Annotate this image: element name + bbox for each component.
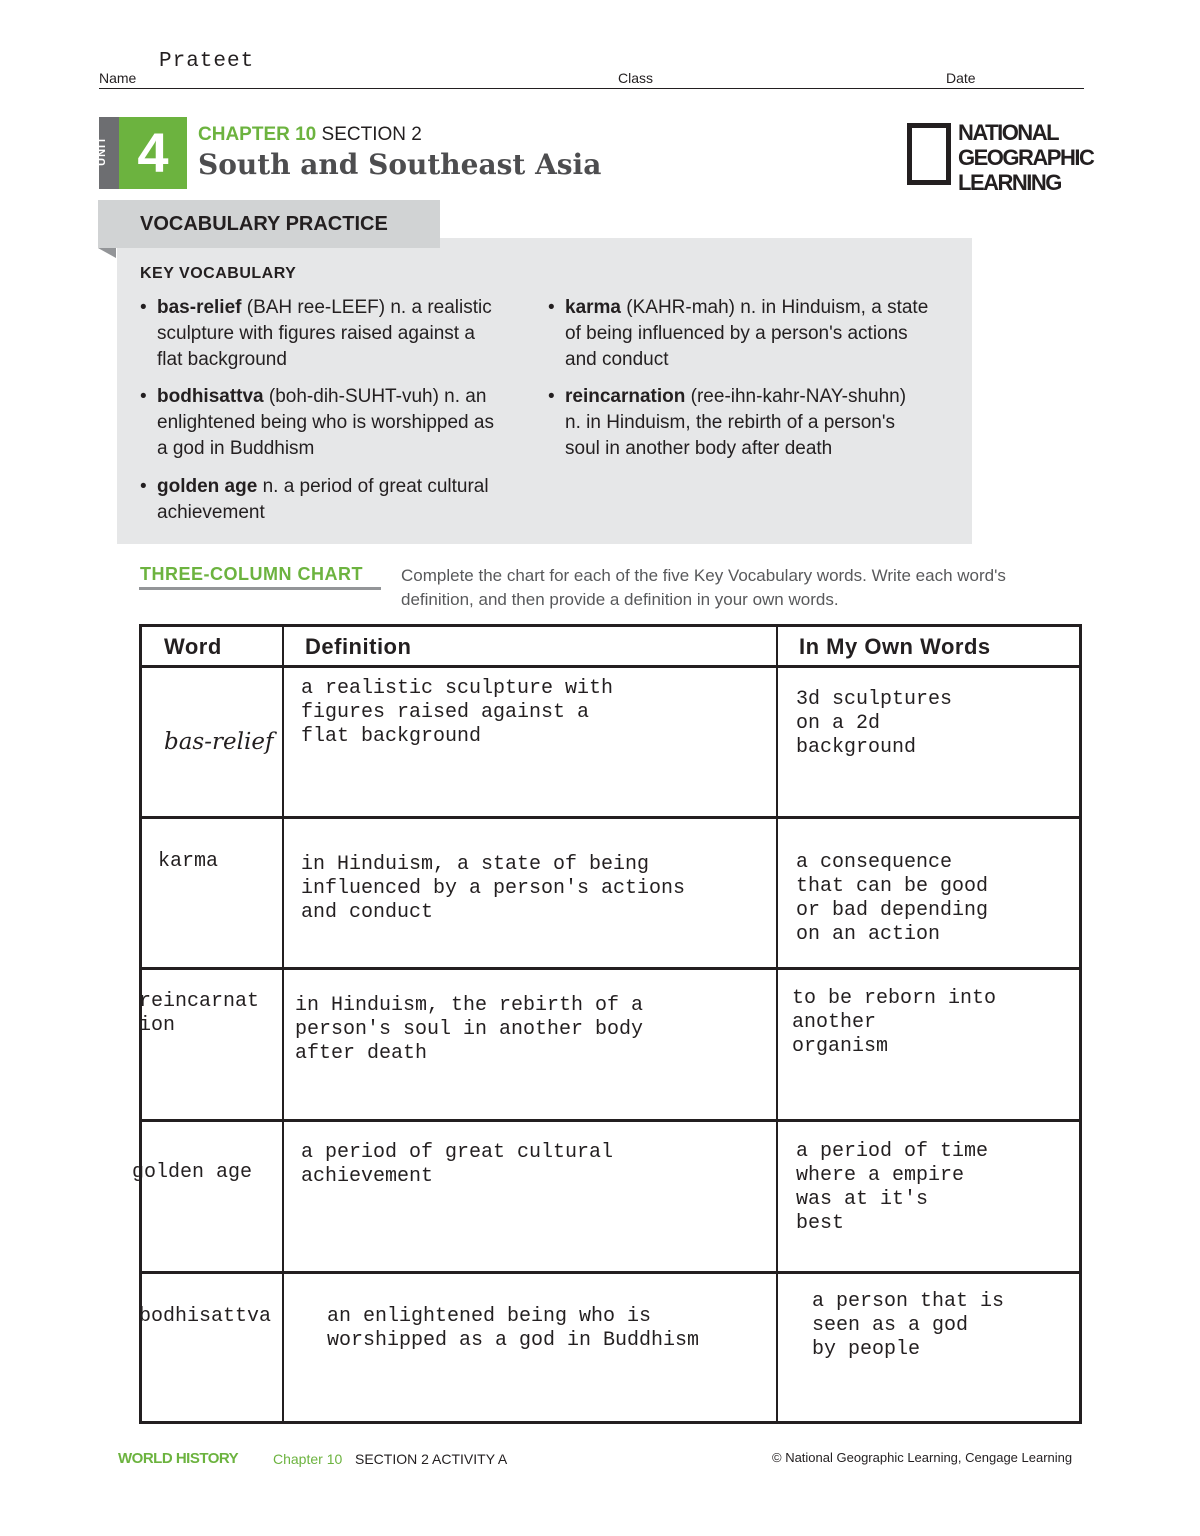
unit-number: 4: [119, 117, 187, 189]
tab-fold-shape: [98, 248, 116, 258]
vocab-term: karma: [565, 297, 621, 318]
vocab-def: (ree-ihn-kahr-NAY-shuhn): [685, 386, 907, 407]
vocab-term: golden age: [157, 476, 258, 497]
column-header-definition: Definition: [305, 634, 412, 659]
ng-logo-frame-icon: [907, 123, 951, 185]
ng-logo-text: [958, 120, 1093, 195]
word-cell[interactable]: bodhisattva: [139, 1305, 272, 1328]
word-cell[interactable]: reincarnat ion: [139, 990, 260, 1037]
vocab-def: (KAHR-mah) n. in Hinduism, a state: [621, 297, 929, 318]
column-header-own-words: In My Own Words: [799, 634, 991, 659]
vocab-term: bodhisattva: [157, 386, 264, 407]
row-divider-3: [142, 1119, 1079, 1122]
three-column-table: [132, 624, 1082, 1424]
row-divider-2: [142, 967, 1079, 970]
logo-line-2: GEOGRAPHIC: [958, 145, 1094, 170]
class-label: Class: [618, 70, 654, 86]
chapter-label: CHAPTER 10: [198, 124, 317, 145]
vocab-item-karma: [548, 295, 960, 373]
vocab-def-cont: of being influenced by a person's actions and conduct: [565, 323, 908, 370]
three-column-chart-label: THREE-COLUMN CHART: [140, 564, 363, 584]
word-cell[interactable]: karma: [158, 850, 219, 873]
definition-cell[interactable]: a realistic sculpture with figures raised against a flat background: [301, 677, 614, 748]
definition-cell[interactable]: in Hinduism, the rebirth of a person's soul in another body after death: [295, 994, 644, 1065]
word-cell[interactable]: golden age: [132, 1161, 253, 1184]
own-words-cell[interactable]: to be reborn into another organism: [792, 987, 997, 1058]
vocab-def-cont: sculpture with figures raised against a flat background: [157, 323, 475, 370]
footer-copyright: © National Geographic Learning, Cengage Learning: [772, 1450, 1073, 1465]
vocab-term: reincarnation: [565, 386, 686, 407]
vocab-def: (boh-dih-SUHT-vuh) n. an: [263, 386, 487, 407]
definition-cell[interactable]: a period of great cultural achievement: [301, 1141, 614, 1188]
vocab-term: bas-relief: [157, 297, 242, 318]
bullet-icon: •: [140, 297, 147, 318]
unit-strip: [95, 117, 119, 189]
bullet-icon: •: [140, 476, 147, 497]
vocab-def-cont: n. in Hinduism, the rebirth of a person's soul in another body after death: [565, 412, 895, 459]
word-cell[interactable]: bas-relief: [164, 729, 274, 755]
logo-line-1: NATIONAL: [958, 120, 1059, 145]
header-divider: [142, 665, 1079, 668]
chapter-line: [198, 124, 422, 146]
name-label: Name: [99, 70, 137, 86]
vocab-item-golden-age: [140, 474, 527, 526]
footer-chapter: Chapter 10: [273, 1451, 343, 1467]
vocabulary-practice-tab: [98, 200, 440, 248]
logo-line-3: LEARNING: [958, 170, 1061, 195]
own-words-cell[interactable]: a consequence that can be good or bad depending on an action: [796, 851, 989, 946]
bullet-icon: •: [548, 297, 555, 318]
own-words-cell[interactable]: a person that is seen as a god by people: [812, 1290, 1005, 1361]
vocab-def-cont: enlightened being who is worshipped as a god in Buddhism: [157, 412, 494, 459]
vocab-def: n. a period of great cultural: [257, 476, 489, 497]
own-words-cell[interactable]: 3d sculptures on a 2d background: [796, 688, 953, 759]
bullet-icon: •: [140, 386, 147, 407]
footer-section: SECTION 2 ACTIVITY A: [355, 1451, 508, 1467]
column-header-word: Word: [164, 634, 222, 659]
row-divider-4: [142, 1271, 1079, 1274]
col-divider-1: [282, 627, 284, 1421]
vocab-def: (BAH ree-LEEF) n. a realistic: [241, 297, 492, 318]
bullet-icon: •: [548, 386, 555, 407]
definition-cell[interactable]: in Hinduism, a state of being influenced by a person's actions and conduct: [301, 853, 686, 924]
section-title: South and Southeast Asia: [198, 148, 602, 181]
own-words-cell[interactable]: a period of time where a empire was at it's best: [796, 1140, 989, 1235]
chart-instructions: Complete the chart for each of the five Key Vocabulary words. Write each word's definition, and then provide a definition in your own words.: [401, 566, 1006, 609]
unit-label: UNIT: [95, 136, 108, 166]
vocab-item-reincarnation: [548, 384, 960, 462]
vocab-item-bodhisattva: [140, 384, 527, 462]
chart-label-rule: [139, 587, 381, 590]
section-label: SECTION 2: [321, 124, 422, 145]
vocabulary-practice-label: VOCABULARY PRACTICE: [140, 213, 388, 235]
vocab-item-bas-relief: [140, 295, 527, 373]
col-divider-2: [776, 627, 778, 1421]
header-rule: [99, 88, 1084, 89]
row-divider-1: [142, 816, 1079, 819]
definition-cell[interactable]: an enlightened being who is worshipped as a god in Buddhism: [327, 1305, 700, 1352]
key-vocabulary-title: KEY VOCABULARY: [140, 265, 297, 282]
vocab-def-cont: achievement: [157, 502, 265, 523]
date-label: Date: [946, 70, 976, 86]
name-field[interactable]: Prateet: [159, 50, 255, 73]
footer-brand: WORLD HISTORY: [118, 1450, 239, 1467]
